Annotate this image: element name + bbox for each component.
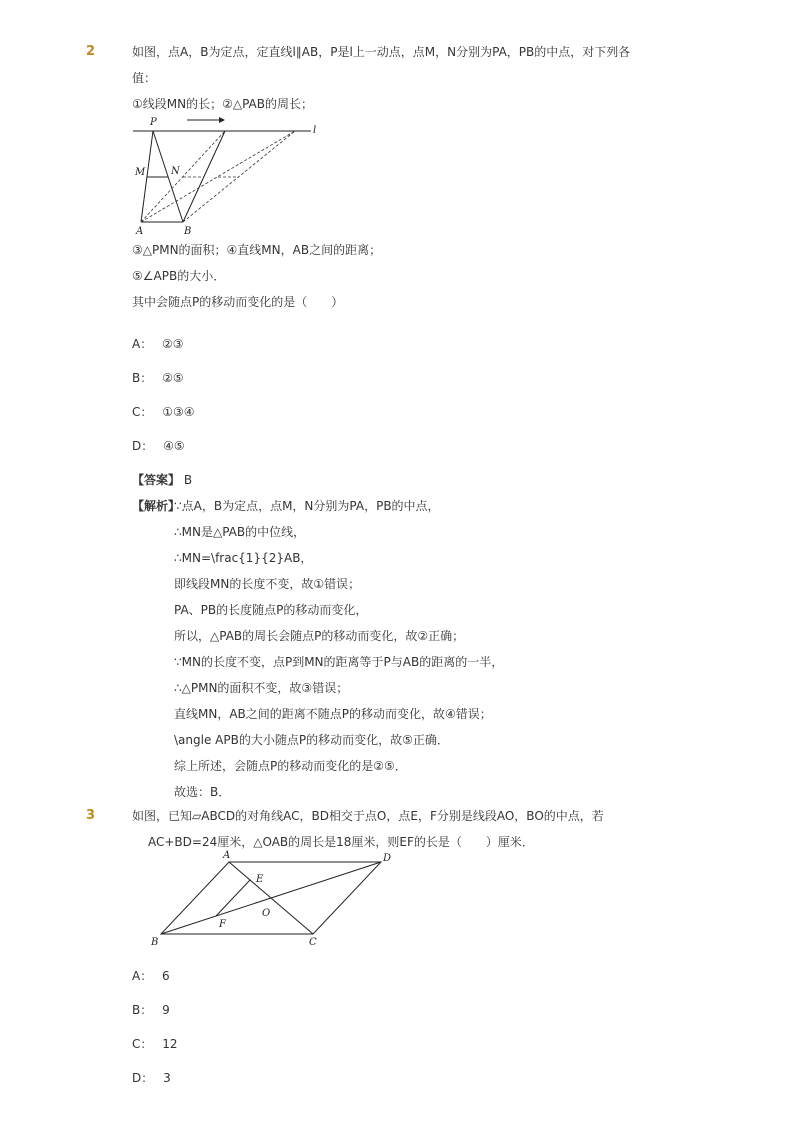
question-2-answer <box>132 472 192 488</box>
option-value: ②③ <box>162 337 184 351</box>
option-key: B： <box>132 371 153 385</box>
option-value: 6 <box>162 969 170 983</box>
option-key: C： <box>132 1037 153 1051</box>
analysis-line: \angle APB的大小随点P的移动而变化，故⑤正确． <box>174 733 449 747</box>
fig-label-p: P <box>150 117 157 128</box>
analysis-line: ∵点A，B为定点，点M，N分别为PA，PB的中点， <box>174 499 440 513</box>
option-value: 12 <box>162 1037 178 1051</box>
option-value: ④⑤ <box>163 439 185 453</box>
analysis-line: ∴MN是△PAB的中位线， <box>174 525 306 539</box>
answer-value: B <box>183 473 193 487</box>
analysis-line: 即线段MN的长度不变，故①错误； <box>174 577 361 591</box>
fig-label-b: B <box>184 226 192 237</box>
question-3-option-a[interactable] <box>132 968 170 984</box>
answer-label: 【答案】 <box>132 473 181 487</box>
question-3-option-c[interactable] <box>132 1036 178 1052</box>
fig-label-e: E <box>256 874 264 885</box>
fig-label-b: B <box>151 937 159 948</box>
option-value: ②⑤ <box>162 371 184 385</box>
question-2-items-line2: ③△PMN的面积；④直线MN，AB之间的距离； <box>132 243 382 257</box>
fig-label-n: N <box>171 166 180 177</box>
question-3-stem-line2: AC+BD=24厘米，△OAB的周长是18厘米，则EF的长是（ ）厘米． <box>148 835 534 849</box>
question-2-option-b[interactable] <box>132 370 184 386</box>
fig-label-m: M <box>135 167 146 178</box>
question-2-question: 其中会随点P的移动而变化的是（ ） <box>132 295 344 309</box>
arrow-head <box>219 117 225 123</box>
analysis-line: 直线MN，AB之间的距离不随点P的移动而变化，故④错误； <box>174 707 492 721</box>
option-key: D： <box>132 439 154 453</box>
fig-label-l: l <box>313 125 317 136</box>
question-2-number: 2 <box>86 44 96 59</box>
analysis-label: 【解析】 <box>132 499 181 513</box>
question-3-number: 3 <box>86 808 96 823</box>
option-key: A： <box>132 969 153 983</box>
analysis-line: ∴MN=\frac{1}{2}AB， <box>174 551 313 565</box>
question-3-figure <box>145 846 405 952</box>
fig-label-f: F <box>219 919 226 930</box>
question-2-option-d[interactable] <box>132 438 185 454</box>
question-2-items-line1: ①线段MN的长；②△PAB的周长； <box>132 97 313 111</box>
question-2-stem-line2: 值： <box>132 71 157 85</box>
question-2-stem-line1: 如图，点A，B为定点，定直线l∥AB，P是l上一动点，点M，N分别为PA，PB的中点，对下列各 <box>132 45 631 59</box>
option-key: D： <box>132 1071 154 1085</box>
diagonal-bd <box>161 862 381 934</box>
analysis-line: ∴△PMN的面积不变，故③错误； <box>174 681 349 695</box>
analysis-line: 综上所述，会随点P的移动而变化的是②⑤． <box>174 759 407 773</box>
option-value: ①③④ <box>162 405 195 419</box>
question-3-option-b[interactable] <box>132 1002 170 1018</box>
fig-label-d: D <box>383 853 392 864</box>
question-2-option-c[interactable] <box>132 404 195 420</box>
analysis-line: 所以，△PAB的周长会随点P的移动而变化，故②正确； <box>174 629 465 643</box>
question-3-stem-line1: 如图，已知▱ABCD的对角线AC，BD相交于点O，点E，F分别是线段AO，BO的中点，若 <box>132 809 604 823</box>
question-2-option-a[interactable] <box>132 336 184 352</box>
question-2-figure <box>125 112 325 238</box>
option-key: A： <box>132 337 153 351</box>
option-value: 9 <box>162 1003 170 1017</box>
analysis-line: 故选：B． <box>174 785 231 799</box>
question-3-option-d[interactable] <box>132 1070 171 1086</box>
fig-label-o: O <box>262 908 271 919</box>
fig-label-c: C <box>309 937 317 948</box>
analysis-line: ∵MN的长度不变，点P到MN的距离等于P与AB的距离的一半， <box>174 655 504 669</box>
option-key: C： <box>132 405 153 419</box>
analysis-line: PA、PB的长度随点P的移动而变化， <box>174 603 368 617</box>
fig-label-a: A <box>136 226 144 237</box>
dashed-b-p3 <box>183 131 295 222</box>
fig-label-a: A <box>223 850 231 861</box>
option-key: B： <box>132 1003 153 1017</box>
question-2-items-line3: ⑤∠APB的大小． <box>132 269 226 283</box>
option-value: 3 <box>163 1071 171 1085</box>
